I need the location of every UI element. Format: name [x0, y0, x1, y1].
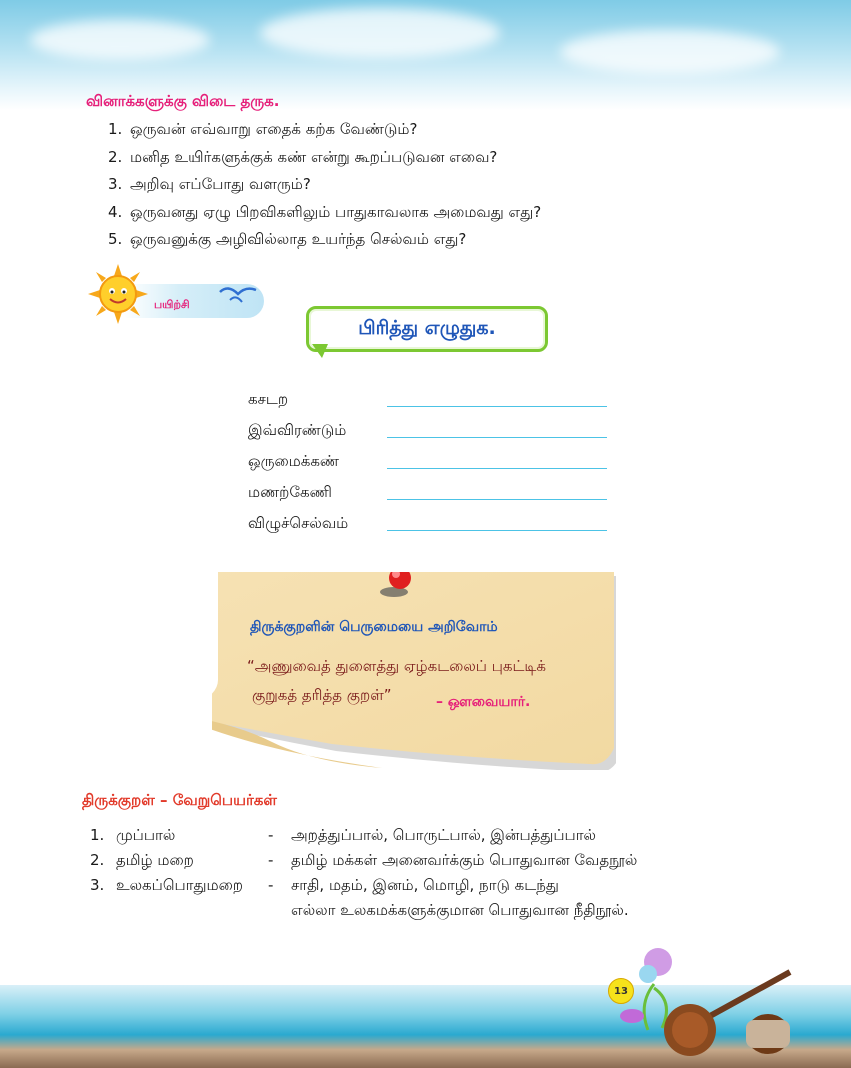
answer-line[interactable] — [387, 406, 607, 407]
split-row — [248, 481, 608, 512]
split-word: மணற்கேணி — [248, 483, 332, 501]
bubble-tail — [312, 344, 328, 358]
split-words-list — [248, 388, 608, 543]
question-item: 3. அறிவு எப்போது வளரும்? — [108, 175, 311, 193]
note-author: – ஔவையார். — [436, 694, 531, 710]
other-names-heading: திருக்குறள் – வேறுபெயர்கள் — [82, 791, 277, 809]
note-title: திருக்குறளின் பெருமையை அறிவோம் — [250, 619, 498, 635]
page-number: 13 — [608, 978, 634, 1004]
veena-icon — [650, 968, 800, 1060]
exercise-label: பயிற்சி — [154, 298, 190, 311]
note-quote-line2: குறுகத் தரித்த குறள்” — [252, 686, 392, 704]
question-item: 5. ஒருவனுக்கு அழிவில்லாத உயர்ந்த செல்வம் எது? — [108, 230, 467, 248]
split-row — [248, 419, 608, 450]
split-word: ஒருமைக்கண் — [248, 452, 340, 470]
split-word: விழுச்செல்வம் — [248, 514, 349, 532]
answer-line[interactable] — [387, 468, 607, 469]
question-item: 1. ஒருவன் எவ்வாறு எதைக் கற்க வேண்டும்? — [108, 120, 418, 138]
cloud — [560, 30, 780, 74]
exercise-title-box — [306, 306, 548, 352]
answer-line[interactable] — [387, 530, 607, 531]
question-item: 4. ஒருவனது ஏழு பிறவிகளிலும் பாதுகாவலாக அமைவது எது? — [108, 202, 542, 221]
cloud — [30, 20, 210, 60]
split-row — [248, 388, 608, 419]
exercise-banner — [86, 262, 266, 326]
split-row — [248, 512, 608, 543]
split-word: கசடற — [248, 390, 289, 408]
questions-heading: வினாக்களுக்கு விடை தருக. — [86, 92, 280, 110]
split-word: இவ்விரண்டும் — [248, 421, 347, 439]
sun-icon — [86, 262, 150, 326]
bird-icon — [218, 282, 258, 306]
answer-line[interactable] — [387, 437, 607, 438]
note-quote-line1: “அணுவைத் துளைத்து ஏழ்கடலைப் புகட்டிக் — [247, 657, 546, 675]
split-row — [248, 450, 608, 481]
questions-list — [108, 116, 541, 254]
cloud — [260, 8, 500, 58]
answer-line[interactable] — [387, 499, 607, 500]
question-item: 2. மனித உயிர்களுக்குக் கண் என்று கூறப்படுவன எவை? — [108, 147, 498, 166]
exercise-title: பிரித்து எழுதுக. — [358, 316, 496, 339]
